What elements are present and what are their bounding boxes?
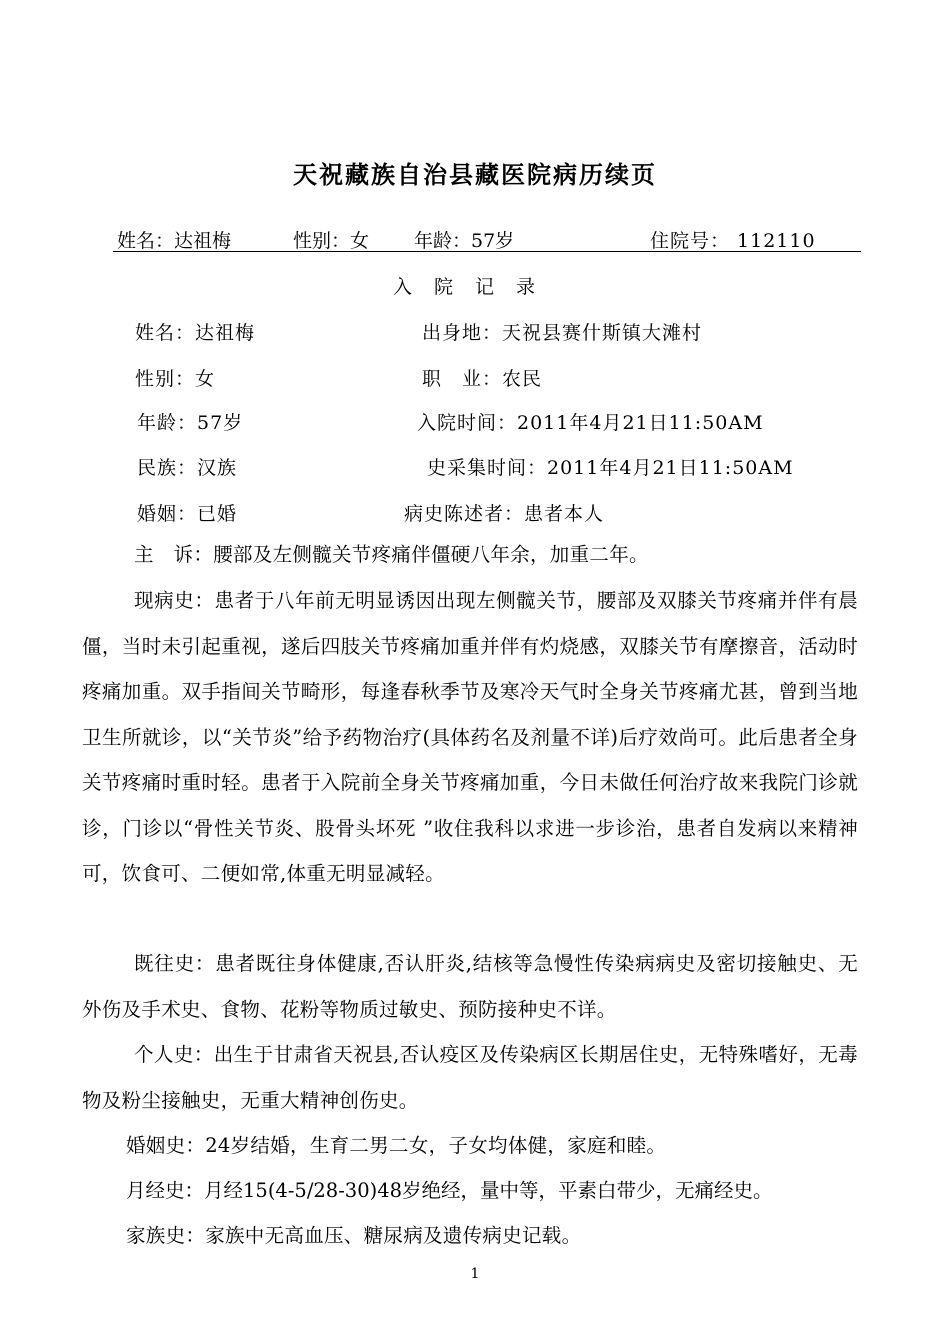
menstrual-history: 月经史：月经15(4-5/28-30)48岁绝经，量中等，平素白带少，无痛经史。: [126, 1179, 773, 1202]
field-sex: 性别：女: [135, 368, 216, 390]
past-history: 既往史：患者既往身体健康,否认肝炎,结核等急慢性传染病病史及密切接触史、无外伤及手术史、食物、花粉等物质过敏史、预防接种史不详。: [82, 952, 858, 1021]
header-name: 姓名：达祖梅: [117, 230, 232, 252]
family-history: 家族史：家族中无高血压、糖尿病及遗传病史记载。: [126, 1224, 582, 1247]
header-age: 年龄：57岁: [414, 230, 515, 252]
marital-history: 婚姻史：24岁结婚，生育二男二女，子女均体健，家庭和睦。: [126, 1134, 667, 1157]
chief-complaint: 主 诉：腰部及左侧髋关节疼痛伴僵硬八年余，加重二年。: [134, 543, 649, 566]
header-sex: 性别：女: [293, 230, 370, 252]
field-admit-time: 入院时间：2011年4月21日11:50AM: [417, 412, 764, 434]
field-ethnicity: 民族：汉族: [137, 457, 238, 479]
field-birthplace: 出身地：天祝县赛什斯镇大滩村: [422, 322, 703, 344]
header-divider: [113, 251, 861, 252]
field-name: 姓名：达祖梅: [135, 322, 256, 344]
section-title: 入院记录: [392, 276, 557, 298]
document-title: 天祝藏族自治县藏医院病历续页: [293, 160, 657, 189]
present-illness: 现病史：患者于八年前无明显诱因出现左侧髋关节，腰部及双膝关节疼痛并伴有晨僵，当时未引起重视，遂后四肢关节疼痛加重并伴有灼烧感，双膝关节有摩擦音，活动时疼痛加重。双手指间关节畸形，每逢春秋季节及寒冷天气时全身关节疼痛尤甚，曾到当地卫生所就诊，以“关节炎”给予药物治疗(具体药名及剂量不详)后疗效尚可。此后患者全身关节疼痛时重时轻。患者于入院前全身关节疼痛加重，今日未做任何治疗故来我院门诊就诊，门诊以“骨性关节炎、股骨头坏死 ”收住我科以求进一步诊治，患者自发病以来精神可，饮食可、二便如常,体重无明显减轻。: [82, 589, 858, 885]
field-narrator: 病史陈述者：患者本人: [404, 503, 605, 525]
field-history-time: 史采集时间：2011年4月21日11:50AM: [427, 457, 794, 479]
field-occupation: 职 业：农民: [422, 368, 543, 390]
field-marriage: 婚姻：已婚: [137, 503, 238, 525]
page-number: 1: [470, 1266, 480, 1282]
personal-history: 个人史：出生于甘肃省天祝县,否认疫区及传染病区长期居住史，无特殊嗜好，无毒物及粉尘接触史，无重大精神创伤史。: [82, 1043, 858, 1112]
field-age: 年龄：57岁: [137, 412, 244, 434]
header-admission-number: 住院号： 112110: [650, 230, 816, 252]
